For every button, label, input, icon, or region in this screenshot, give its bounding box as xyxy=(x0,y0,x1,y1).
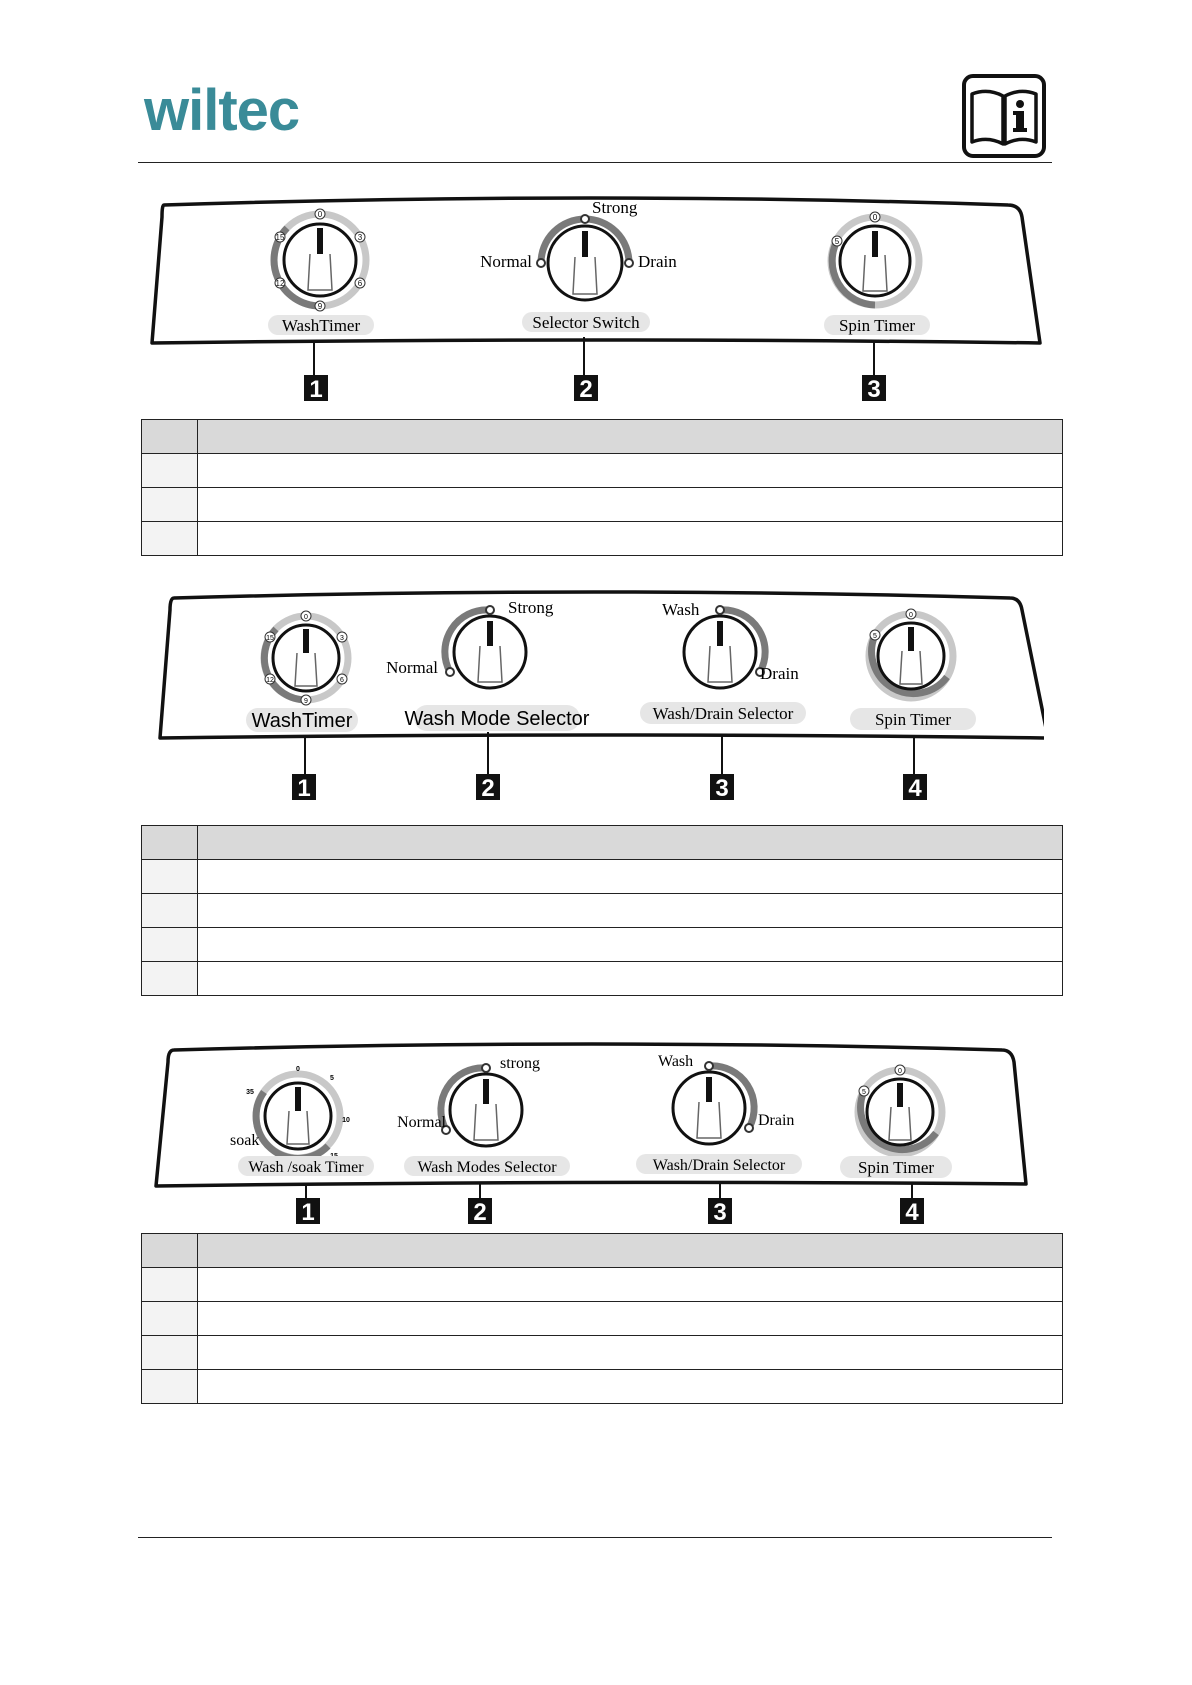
tick-15: 15 xyxy=(266,635,274,642)
position-wash: Wash xyxy=(658,1053,694,1070)
tick-0: 0 xyxy=(296,1066,300,1073)
tick-9: 9 xyxy=(317,302,323,311)
callout-1: 1 xyxy=(297,775,311,802)
wash-drain-selector-label: Wash/Drain Selector xyxy=(652,1157,786,1174)
footer-divider xyxy=(138,1537,1052,1538)
position-drain: Drain xyxy=(638,252,677,271)
wash-mode-selector-label: Wash Mode Selector xyxy=(404,708,590,730)
table-row xyxy=(142,894,1063,928)
callout-2: 2 xyxy=(481,775,495,802)
callout-4: 4 xyxy=(905,1199,919,1226)
read-manual-info-icon xyxy=(962,74,1046,158)
wash-timer-label: WashTimer xyxy=(251,710,353,732)
wash-drain-selector-label: Wash/Drain Selector xyxy=(652,704,794,723)
spin-timer-dial[interactable] xyxy=(869,609,953,698)
position-strong: Strong xyxy=(592,198,638,217)
callout-1: 1 xyxy=(309,376,323,403)
tick-12: 12 xyxy=(266,677,274,684)
position-normal: Normal xyxy=(386,658,438,677)
tick-10: 10 xyxy=(342,1117,350,1124)
spin-timer-label: Spin Timer xyxy=(857,1158,935,1177)
wash-timer-dial[interactable] xyxy=(264,611,348,705)
spin-tick-5: 5 xyxy=(873,633,877,640)
spin-timer-dial[interactable] xyxy=(831,212,919,305)
spin-timer-label: Spin Timer xyxy=(838,316,916,335)
spin-tick-0: 0 xyxy=(898,1068,902,1075)
callout-2: 2 xyxy=(473,1199,487,1226)
wash-modes-selector-label: Wash Modes Selector xyxy=(417,1159,557,1176)
tick-15: 15 xyxy=(275,233,285,242)
wash-timer-dial[interactable] xyxy=(274,209,366,311)
panel-1-legend-table xyxy=(141,419,1063,556)
position-normal: Normal xyxy=(480,252,532,271)
tick-35: 35 xyxy=(246,1089,254,1096)
table-row xyxy=(142,1370,1063,1404)
callout-4: 4 xyxy=(908,775,922,802)
spin-timer-label: Spin Timer xyxy=(874,710,952,729)
spin-tick-0: 0 xyxy=(909,612,913,619)
position-normal: Normal xyxy=(397,1114,446,1131)
spin-tick-5: 5 xyxy=(862,1089,866,1096)
tick-6: 6 xyxy=(357,279,363,288)
callout-3: 3 xyxy=(715,775,729,802)
callout-3: 3 xyxy=(867,376,881,403)
position-drain: Drain xyxy=(758,1112,795,1129)
spin-timer-dial[interactable] xyxy=(858,1065,942,1154)
panel-3-legend-table xyxy=(141,1233,1063,1404)
table-row xyxy=(142,860,1063,894)
control-panel-3 xyxy=(148,1040,1044,1226)
table-row xyxy=(142,962,1063,996)
tick-3: 3 xyxy=(340,635,344,642)
callout-2: 2 xyxy=(579,376,593,403)
table-row xyxy=(142,1302,1063,1336)
table-row xyxy=(142,488,1063,522)
tick-12: 12 xyxy=(275,279,285,288)
wash-soak-timer-label: Wash /soak Timer xyxy=(248,1159,364,1176)
spin-tick-5: 5 xyxy=(834,237,840,246)
wiltec-logo: wiltec xyxy=(144,78,300,143)
control-panel-1 xyxy=(148,195,1044,407)
callout-3: 3 xyxy=(713,1199,727,1226)
table-row xyxy=(142,1268,1063,1302)
control-panel-2 xyxy=(148,590,1044,802)
tick-3: 3 xyxy=(357,233,363,242)
table-row xyxy=(142,454,1063,488)
tick-9: 9 xyxy=(304,698,308,705)
header-divider xyxy=(138,162,1052,163)
position-wash: Wash xyxy=(662,600,700,619)
wash-timer-label: WashTimer xyxy=(281,316,361,335)
tick-0: 0 xyxy=(304,614,308,621)
position-strong: strong xyxy=(500,1055,540,1072)
table-row xyxy=(142,522,1063,556)
table-row xyxy=(142,1336,1063,1370)
table-row xyxy=(142,928,1063,962)
position-strong: Strong xyxy=(508,598,554,617)
position-drain: Drain xyxy=(760,664,799,683)
selector-switch-label: Selector Switch xyxy=(532,313,640,332)
callout-1: 1 xyxy=(301,1199,315,1226)
tick-0: 0 xyxy=(317,210,323,219)
panel-2-legend-table xyxy=(141,825,1063,996)
spin-tick-0: 0 xyxy=(872,213,878,222)
tick-6: 6 xyxy=(340,677,344,684)
soak-label: soak xyxy=(230,1132,260,1149)
tick-5: 5 xyxy=(330,1075,334,1082)
